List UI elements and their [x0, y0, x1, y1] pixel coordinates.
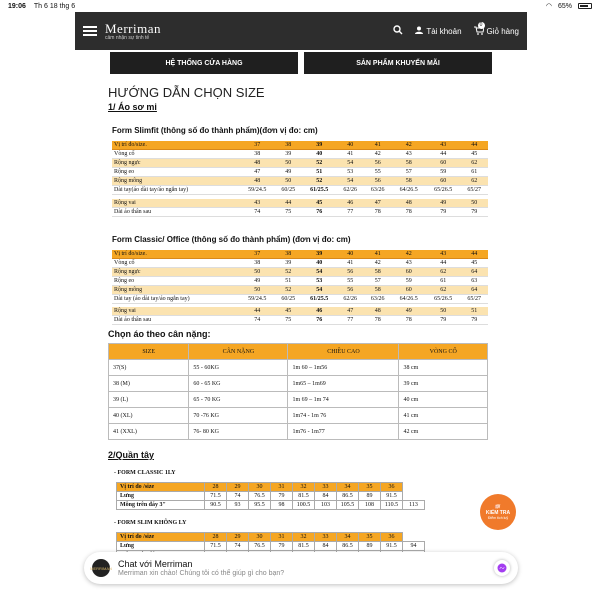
page-title: HƯỚNG DẪN CHỌN SIZE: [108, 85, 265, 100]
table-cell: 89: [359, 542, 381, 551]
table-cell: 62: [460, 177, 488, 186]
table-cell: 39 (L): [109, 392, 189, 408]
table-cell: 44: [460, 250, 488, 259]
section-shirt-title: 1/ Áo sơ mi: [108, 102, 157, 112]
table-cell: 41: [336, 150, 363, 159]
table-cell: 35: [359, 483, 381, 492]
chat-widget[interactable]: [84, 552, 518, 584]
table-row: [112, 168, 488, 177]
table-cell: 42: [391, 250, 426, 259]
user-icon: [415, 26, 423, 36]
table-cell: 58: [364, 267, 391, 276]
table-cell: 78: [391, 207, 426, 216]
table-cell: 60: [391, 267, 426, 276]
table-cell: 56: [336, 285, 363, 294]
table-cell: 86.5: [337, 542, 359, 551]
table-row: [117, 492, 425, 501]
table-cell: 50: [275, 177, 302, 186]
table-cell: 105.5: [337, 501, 359, 510]
table-cell: 64/26.5: [391, 294, 426, 303]
table-cell: 65/27: [460, 186, 488, 195]
table-cell: Dài tay(áo dài tay/áo ngắn tay): [112, 186, 240, 195]
pant-slim-title: - FORM SLIM KHÔNG LY: [114, 520, 187, 526]
table-cell: 55 - 60KG: [189, 360, 288, 376]
table-header-row: [109, 344, 488, 360]
table-cell: 32: [293, 533, 315, 542]
table-cell: 63/26: [364, 294, 391, 303]
table-cell: 49: [426, 199, 461, 208]
table-row: [112, 307, 488, 316]
table-cell: Dài áo thân sau: [112, 207, 240, 216]
account-label: Tài khoản: [426, 26, 462, 36]
table-row: [112, 177, 488, 186]
battery-icon: [578, 3, 592, 9]
table-cell: 41: [336, 258, 363, 267]
table-cell: 64/26.5: [391, 186, 426, 195]
table-cell: 98: [271, 501, 293, 510]
slimfit-table: [112, 141, 488, 217]
table-cell: 52: [275, 285, 302, 294]
table-cell: 40 cm: [399, 392, 488, 408]
table-cell: 47: [240, 168, 275, 177]
site-header: [75, 12, 527, 50]
cart-count: 0: [478, 22, 485, 29]
table-cell: 45: [460, 258, 488, 267]
table-cell: 37: [240, 250, 275, 259]
table-cell: 78: [364, 316, 391, 325]
status-time: 19:06: [8, 2, 26, 10]
table-cell: 34: [337, 533, 359, 542]
status-date: Th 6 18 thg 6: [33, 2, 76, 10]
table-cell: 57: [364, 276, 391, 285]
wifi-icon: ◠: [545, 3, 552, 10]
table-cell: 56: [364, 177, 391, 186]
table-cell: 76.5: [249, 542, 271, 551]
table-cell: 77: [336, 316, 363, 325]
table-cell: 1m74 - 1m 76: [288, 408, 399, 424]
table-cell: 79: [426, 316, 461, 325]
table-cell: 56: [364, 159, 391, 168]
table-header-row: [117, 483, 425, 492]
table-row: [117, 501, 425, 510]
slimfit-title: Form Slimfit (thông số đo thành phẩm)(đơn vị đo: cm): [112, 126, 318, 135]
table-cell: CHIỀU CAO: [288, 344, 399, 360]
table-cell: 49: [240, 276, 275, 285]
table-cell: 75: [275, 316, 302, 325]
table-cell: 38: [275, 141, 302, 150]
piggy-icon: 🐖: [494, 504, 502, 510]
table-cell: 44: [240, 307, 275, 316]
table-cell: 76- 80 KG: [189, 424, 288, 440]
table-cell: 41: [364, 141, 391, 150]
table-cell: 79: [271, 542, 293, 551]
table-row: [112, 285, 488, 294]
table-cell: Lưng: [117, 492, 205, 501]
table-cell: 54: [336, 177, 363, 186]
table-cell: 64: [460, 285, 488, 294]
logo[interactable]: [105, 22, 161, 41]
table-row: [109, 392, 488, 408]
table-cell: 74: [240, 316, 275, 325]
table-cell: 48: [391, 199, 426, 208]
table-cell: 29: [227, 483, 249, 492]
table-cell: 79: [426, 207, 461, 216]
table-cell: 49: [391, 307, 426, 316]
table-cell: Rộng ngực: [112, 159, 240, 168]
table-cell: 74: [227, 542, 249, 551]
table-header-row: [112, 250, 488, 259]
table-cell: 30: [249, 533, 271, 542]
status-bar: [0, 0, 600, 12]
table-row: [112, 276, 488, 285]
table-cell: 47: [336, 307, 363, 316]
table-cell: SIZE: [109, 344, 189, 360]
table-cell: 52: [302, 159, 337, 168]
table-cell: 74: [240, 207, 275, 216]
table-cell: 62: [426, 267, 461, 276]
chat-subtitle: Merriman xin chào! Chúng tôi có thể giúp gì cho bạn?: [118, 570, 285, 577]
table-cell: 1m65 – 1m69: [288, 376, 399, 392]
table-cell: 37: [240, 141, 275, 150]
logo-brand: Merriman: [105, 20, 161, 36]
table-cell: 78: [391, 316, 426, 325]
table-cell: 58: [364, 285, 391, 294]
table-cell: 54: [302, 285, 337, 294]
table-cell: Lưng: [117, 542, 205, 551]
table-cell: 76: [302, 207, 337, 216]
table-cell: 94: [403, 542, 425, 551]
table-cell: 48: [364, 307, 391, 316]
cart-label: Giỏ hàng: [486, 26, 519, 36]
table-cell: 53: [336, 168, 363, 177]
table-cell: 108: [359, 501, 381, 510]
table-cell: Vị trí đo/size.: [112, 250, 240, 259]
table-row: [109, 376, 488, 392]
table-cell: 28: [205, 483, 227, 492]
table-cell: Rộng vai: [112, 199, 240, 208]
table-cell: 38: [240, 258, 275, 267]
table-cell: Dài áo thân sau: [112, 316, 240, 325]
table-cell: 63: [460, 276, 488, 285]
table-cell: 43: [426, 250, 461, 259]
table-cell: 62: [426, 285, 461, 294]
table-cell: 39: [302, 141, 337, 150]
table-cell: 50: [275, 159, 302, 168]
weight-table: [108, 343, 488, 440]
table-cell: 50: [240, 267, 275, 276]
table-cell: 65/26.5: [426, 294, 461, 303]
table-row: [112, 316, 488, 325]
table-cell: 45: [460, 150, 488, 159]
stores-button[interactable]: HỆ THỐNG CỬA HÀNG: [110, 52, 298, 74]
table-cell: 54: [302, 267, 337, 276]
table-cell: Rộng eo: [112, 168, 240, 177]
table-cell: 84: [315, 492, 337, 501]
table-cell: Rộng mông: [112, 177, 240, 186]
table-cell: 1m 69 – 1m 74: [288, 392, 399, 408]
table-cell: 63/26: [364, 186, 391, 195]
table-row: [117, 542, 425, 551]
table-cell: 29: [227, 533, 249, 542]
table-cell: Vị trí đo /size: [117, 483, 205, 492]
table-cell: 1m76 - 1m77: [288, 424, 399, 440]
pant-classic-table: [116, 482, 425, 510]
table-cell: 30: [249, 483, 271, 492]
badge-title: KIỂM TRA: [485, 510, 511, 516]
table-cell: 51: [460, 307, 488, 316]
table-cell: 42: [364, 258, 391, 267]
table-cell: 41 (XXL): [109, 424, 189, 440]
table-cell: 77: [336, 207, 363, 216]
badge-subtitle: Điểm tích luỹ: [487, 516, 509, 520]
table-cell: Vòng cổ: [112, 150, 240, 159]
table-cell: Dài tay (áo dài tay/áo ngắn tay): [112, 294, 240, 303]
table-cell: Mông trên đáy 3": [117, 501, 205, 510]
logo-tagline: cảm nhận sự tinh tế: [105, 34, 150, 41]
table-cell: 44: [275, 199, 302, 208]
table-cell: 59: [391, 276, 426, 285]
table-cell: Rộng vai: [112, 307, 240, 316]
table-cell: 61: [460, 168, 488, 177]
table-cell: 57: [391, 168, 426, 177]
table-cell: 71.5: [205, 542, 227, 551]
table-cell: 81.5: [293, 542, 315, 551]
table-cell: 43: [391, 150, 426, 159]
table-cell: 43: [391, 258, 426, 267]
table-cell: 50: [426, 307, 461, 316]
classic-title: Form Classic/ Office (thông số đo thành phẩm) (đơn vị đo: cm): [112, 234, 351, 244]
table-cell: 47: [364, 199, 391, 208]
table-cell: Rộng eo: [112, 276, 240, 285]
cart-link[interactable]: [474, 21, 519, 37]
table-row: [112, 186, 488, 195]
table-row: [109, 360, 488, 376]
pant-classic-title: - FORM CLASSIC 1LY: [114, 470, 176, 476]
table-cell: 28: [205, 533, 227, 542]
table-cell: 33: [315, 483, 337, 492]
table-cell: CÂN NẶNG: [189, 344, 288, 360]
table-cell: 110.5: [381, 501, 403, 510]
menu-icon[interactable]: [83, 26, 97, 36]
chat-avatar: MERRIMAN: [92, 559, 110, 577]
table-cell: 89: [359, 492, 381, 501]
table-cell: 55: [336, 276, 363, 285]
table-cell: 44: [426, 150, 461, 159]
table-cell: 59: [426, 168, 461, 177]
table-cell: 39 cm: [399, 376, 488, 392]
table-row: [112, 258, 488, 267]
table-cell: 64: [460, 267, 488, 276]
table-cell: Vòng cổ: [112, 258, 240, 267]
table-cell: 40: [302, 150, 337, 159]
table-cell: 44: [460, 141, 488, 150]
table-cell: Vị trí đo /size: [117, 533, 205, 542]
table-cell: 50: [460, 199, 488, 208]
table-cell: 61: [426, 276, 461, 285]
table-cell: 59/24.5: [240, 294, 275, 303]
classic-table: [112, 250, 488, 326]
table-cell: 59/24.5: [240, 186, 275, 195]
table-cell: 42 cm: [399, 424, 488, 440]
table-row: [112, 294, 488, 303]
table-cell: 60: [426, 159, 461, 168]
table-cell: 41 cm: [399, 408, 488, 424]
table-cell: 65 - 70 KG: [189, 392, 288, 408]
table-cell: 62/26: [336, 186, 363, 195]
table-cell: 41: [364, 250, 391, 259]
table-cell: 79: [460, 207, 488, 216]
table-cell: 60: [426, 177, 461, 186]
section-pants-title: 2/Quần tây: [108, 450, 155, 460]
table-cell: 70 -76 KG: [189, 408, 288, 424]
table-cell: 52: [302, 177, 337, 186]
points-check-badge[interactable]: [480, 494, 516, 530]
table-cell: 38 cm: [399, 360, 488, 376]
table-cell: 79: [460, 316, 488, 325]
table-cell: 40: [336, 141, 363, 150]
table-cell: 74: [227, 492, 249, 501]
table-cell: 75: [275, 207, 302, 216]
table-cell: 39: [275, 150, 302, 159]
table-cell: 48: [240, 177, 275, 186]
table-row: [112, 207, 488, 216]
table-header-row: [112, 141, 488, 150]
table-cell: 81.5: [293, 492, 315, 501]
weight-guide-title: Chọn áo theo cân nặng:: [108, 329, 211, 339]
table-cell: 62/26: [336, 294, 363, 303]
table-cell: 78: [364, 207, 391, 216]
table-row: [112, 267, 488, 276]
table-cell: 39: [302, 250, 337, 259]
table-row: [112, 199, 488, 208]
table-cell: 37(S): [109, 360, 189, 376]
table-row: [112, 150, 488, 159]
table-cell: 76.5: [249, 492, 271, 501]
table-cell: 113: [403, 501, 425, 510]
table-cell: 43: [240, 199, 275, 208]
table-cell: 62: [460, 159, 488, 168]
table-cell: 36: [381, 483, 403, 492]
table-cell: 100.5: [293, 501, 315, 510]
table-cell: 31: [271, 533, 293, 542]
table-cell: 55: [364, 168, 391, 177]
table-row: [109, 408, 488, 424]
table-cell: 40: [336, 250, 363, 259]
table-cell: 35: [359, 533, 381, 542]
table-cell: 65/27: [460, 294, 488, 303]
table-cell: 50: [240, 285, 275, 294]
top-nav: [110, 52, 492, 74]
table-cell: 38: [275, 250, 302, 259]
table-cell: 60 - 65 KG: [189, 376, 288, 392]
table-cell: 38: [240, 150, 275, 159]
table-cell: 60/25: [275, 294, 302, 303]
chat-title: Chat với Merriman: [118, 559, 193, 569]
table-cell: 54: [336, 159, 363, 168]
table-cell: 79: [271, 492, 293, 501]
table-cell: 58: [391, 159, 426, 168]
table-cell: 33: [315, 533, 337, 542]
table-cell: 45: [302, 199, 337, 208]
table-cell: 32: [293, 483, 315, 492]
table-cell: 48: [240, 159, 275, 168]
table-cell: 36: [381, 533, 403, 542]
table-cell: 34: [337, 483, 359, 492]
table-cell: Rộng mông: [112, 285, 240, 294]
table-cell: 60/25: [275, 186, 302, 195]
table-cell: 65/26.5: [426, 186, 461, 195]
table-cell: 42: [391, 141, 426, 150]
table-row: [112, 159, 488, 168]
table-cell: 52: [275, 267, 302, 276]
table-cell: 86.5: [337, 492, 359, 501]
table-cell: 40: [302, 258, 337, 267]
table-cell: 49: [275, 168, 302, 177]
table-cell: 40 (XL): [109, 408, 189, 424]
table-cell: 91.5: [381, 492, 403, 501]
table-cell: 60: [391, 285, 426, 294]
table-header-row: [117, 533, 425, 542]
messenger-icon[interactable]: [494, 560, 510, 576]
battery-percent: 65%: [557, 2, 572, 10]
table-cell: 93: [227, 501, 249, 510]
table-cell: 90.5: [205, 501, 227, 510]
table-cell: 51: [275, 276, 302, 285]
table-cell: 58: [391, 177, 426, 186]
table-cell: 45: [275, 307, 302, 316]
size-guide-content: [108, 80, 492, 560]
table-cell: 91.5: [381, 542, 403, 551]
table-cell: 46: [336, 199, 363, 208]
table-cell: 95.5: [249, 501, 271, 510]
table-cell: 44: [426, 258, 461, 267]
table-cell: 56: [336, 267, 363, 276]
table-cell: 84: [315, 542, 337, 551]
table-cell: 71.5: [205, 492, 227, 501]
table-cell: 61/25.5: [302, 186, 337, 195]
table-cell: Vị trí đo/size.: [112, 141, 240, 150]
table-cell: 76: [302, 316, 337, 325]
table-cell: 51: [302, 168, 337, 177]
table-cell: VÒNG CỔ: [399, 344, 488, 360]
table-row: [109, 424, 488, 440]
account-link[interactable]: [415, 26, 461, 36]
table-cell: 39: [275, 258, 302, 267]
table-cell: 46: [302, 307, 337, 316]
table-cell: Rộng ngực: [112, 267, 240, 276]
table-cell: 38 (M): [109, 376, 189, 392]
table-cell: 42: [364, 150, 391, 159]
table-cell: 1m 60 – 1m56: [288, 360, 399, 376]
promo-button[interactable]: SẢN PHẨM KHUYẾN MÃI: [304, 52, 492, 74]
table-cell: 53: [302, 276, 337, 285]
table-cell: 31: [271, 483, 293, 492]
table-cell: 61/25.5: [302, 294, 337, 303]
table-cell: 103: [315, 501, 337, 510]
search-icon[interactable]: [393, 25, 403, 37]
table-cell: 43: [426, 141, 461, 150]
